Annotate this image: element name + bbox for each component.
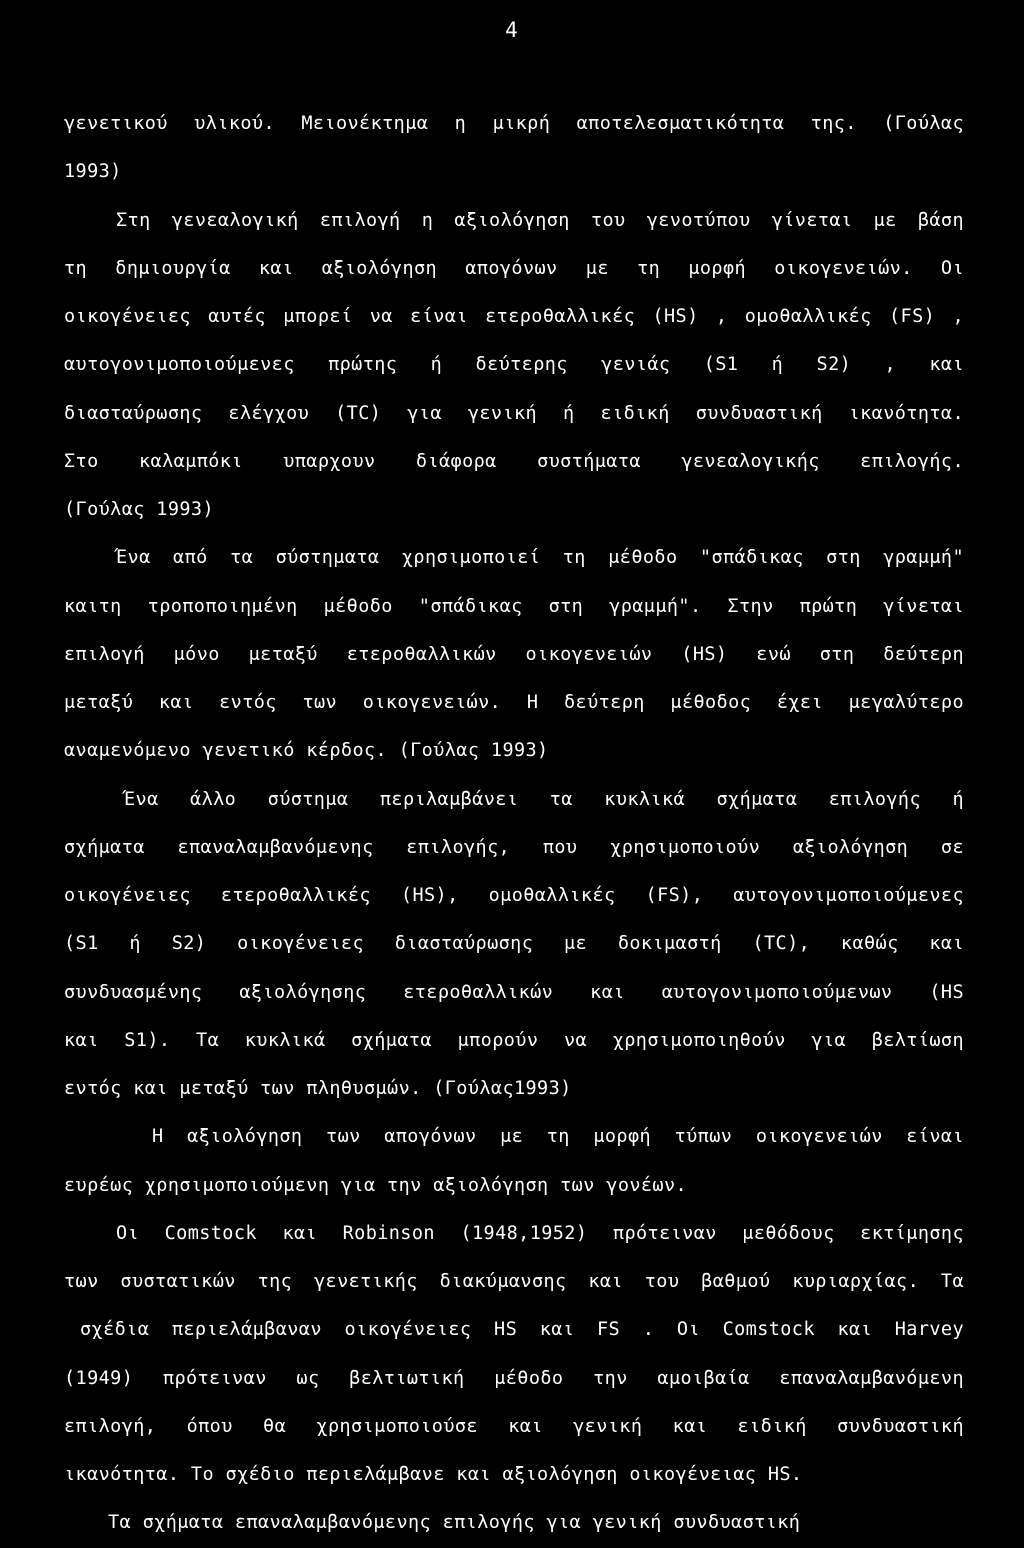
- text-line: Στη γενεαλογική επιλογή η αξιολόγηση του γενοτύπου γίνεται με βάση: [116, 209, 964, 231]
- text-line: (S1 ή S2) οικογένειες διασταύρωσης με δοκιμαστή (TC), καθώς και: [64, 933, 964, 955]
- text-line: (Γούλας 1993): [64, 499, 214, 520]
- text-line: 1993): [64, 161, 122, 183]
- text-line: Τα σχήματα επαναλαμβανόμενης επιλογής για γενική συνδυαστική: [108, 1512, 801, 1534]
- text-line: (1949) πρότειναν ως βελτιωτική μέθοδο την αμοιβαία επαναλαμβανόμενη: [64, 1367, 964, 1389]
- text-line: οικογένειες αυτές μπορεί να είναι ετεροθαλλικές (HS) , ομοθαλλικές (FS) ,: [64, 306, 964, 327]
- text-line: αυτογονιμοποιούμενες πρώτης ή δεύτερης γενιάς (S1 ή S2) , και: [64, 354, 964, 376]
- text-line: Ένα άλλο σύστημα περιλαμβάνει τα κυκλικά σχήματα επιλογής ή: [124, 788, 964, 810]
- text-line: αναμενόμενο γενετικό κέρδος. (Γούλας 1993): [64, 740, 549, 762]
- text-line: Ένα από τα σύστηματα χρησιμοποιεί τη μέθοδο "σπάδικας στη γραμμή": [116, 547, 964, 569]
- text-line: και S1). Τα κυκλικά σχήματα μπορούν να χρησιμοποιηθούν για βελτίωση: [64, 1029, 964, 1051]
- text-line: οικογένειες ετεροθαλλικές (HS), ομοθαλλικές (FS), αυτογονιμοποιούμενες: [64, 885, 964, 906]
- text-line: ικανότητα. Το σχέδιο περιελάμβανε και αξιολόγηση οικογένειας HS.: [64, 1464, 803, 1485]
- page-number: 4: [505, 18, 519, 42]
- body-text: [64, 100, 964, 1548]
- text-line: μεταξύ και εντός των οικογενειών. Η δεύτερη μέθοδος έχει μεγαλύτερο: [64, 692, 964, 713]
- text-line: των συστατικών της γενετικής διακύμανσης και του βαθμού κυριαρχίας. Τα: [64, 1271, 964, 1292]
- text-line: Οι Comstock και Robinson (1948,1952) πρότειναν μεθόδους εκτίμησης: [116, 1222, 964, 1244]
- text-line: διασταύρωσης ελέγχου (TC) για γενική ή ειδική συνδυαστική ικανότητα.: [64, 402, 964, 424]
- text-line: γενετικού υλικού. Μειονέκτημα η μικρή αποτελεσματικότητα της. (Γούλας: [64, 113, 964, 134]
- text-line: συνδυασμένης αξιολόγησης ετεροθαλλικών και αυτογονιμοποιούμενων (HS: [64, 981, 964, 1003]
- text-line: τη δημιουργία και αξιολόγηση απογόνων με τη μορφή οικογενειών. Οι: [64, 257, 964, 279]
- text-line: εντός και μεταξύ των πληθυσμών. (Γούλας1993): [64, 1078, 572, 1099]
- text-line: σχέδια περιελάμβαναν οικογένειες HS και FS . Οι Comstock και Harvey: [80, 1319, 964, 1341]
- text-line: σχήματα επαναλαμβανόμενης επιλογής, που χρησιμοποιούν αξιολόγηση σε: [64, 836, 964, 858]
- text-line: επιλογή μόνο μεταξύ ετεροθαλλικών οικογενειών (HS) ενώ στη δεύτερη: [64, 643, 964, 665]
- text-line: επιλογή, όπου θα χρησιμοποιούσε και γενική και ειδική συνδυαστική: [64, 1415, 964, 1437]
- text-line: Η αξιολόγηση των απογόνων με τη μορφή τύπων οικογενειών είναι: [152, 1126, 964, 1148]
- text-line: ευρέως χρησιμοποιούμενη για την αξιολόγηση των γονέων.: [64, 1174, 688, 1196]
- text-line: Στο καλαμπόκι υπαρχουν διάφορα συστήματα γενεαλογικής επιλογής.: [64, 450, 964, 472]
- text-line: καιτη τροποποιημένη μέθοδο "σπάδικας στη γραμμή". Στην πρώτη γίνεται: [64, 595, 964, 617]
